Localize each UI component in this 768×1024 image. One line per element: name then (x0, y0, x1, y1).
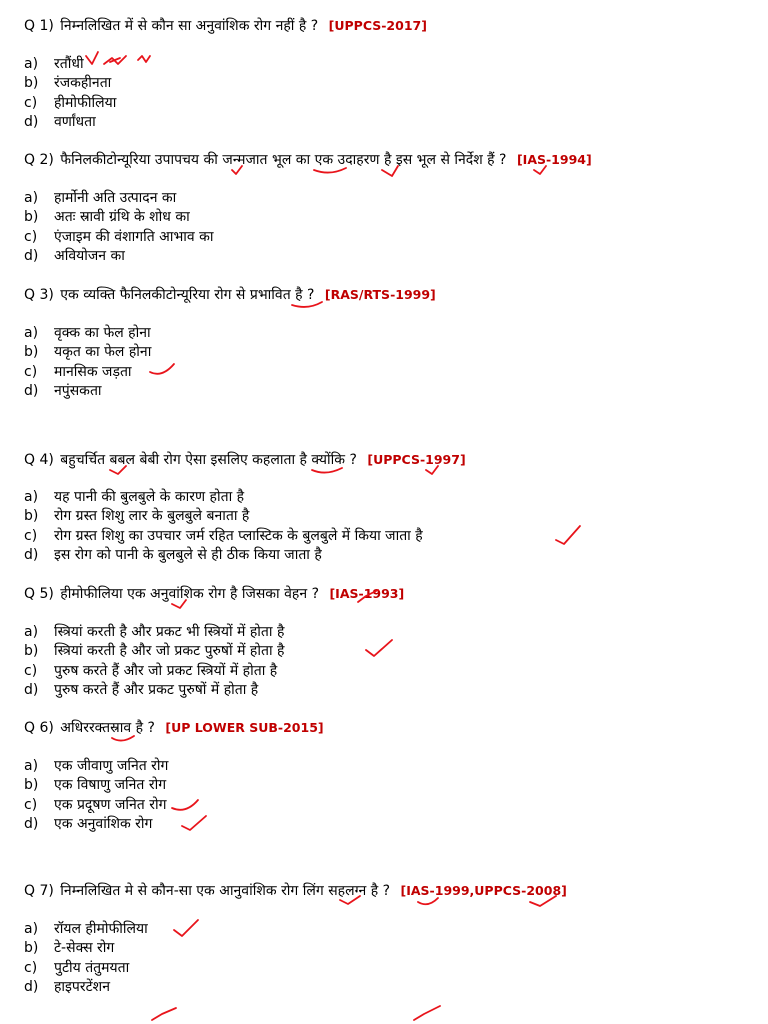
question-number: Q 5) (24, 586, 54, 602)
option-d: d) इस रोग को पानी के बुलबुले से ही ठीक किया जाता है (24, 546, 322, 563)
question-7 (24, 881, 567, 901)
option-c: c) एक प्रदूषण जनित रोग (24, 796, 167, 813)
option-b: b) स्त्रियां करती है और जो प्रकट पुरुषों में होता है (24, 643, 285, 660)
question-2 (24, 150, 592, 170)
option-d: d) पुरुष करते हैं और प्रकट पुरुषों में होता है (24, 681, 259, 698)
exam-source-tag: [RAS/RTS-1999] (324, 287, 436, 302)
question-text: निम्नलिखित मे से कौन-सा एक आनुवांशिक रोग लिंग सहलग्न है ? (60, 883, 391, 899)
option-c: c) पुरुष करते हैं और जो प्रकट स्त्रियों में होता है (24, 662, 278, 679)
checkmark-q5b (366, 640, 392, 656)
options-list (24, 757, 168, 834)
question-text: बहुचर्चित बबल बेबी रोग ऐसा इसलिए कहलाता है क्योंकि ? (60, 452, 357, 468)
question-number: Q 4) (24, 452, 54, 468)
option-d: d) वर्णांधता (24, 113, 96, 130)
option-a: a) रॉयल हीमोफीलिया (24, 921, 148, 937)
option-d: d) एक अनुवांशिक रोग (24, 815, 153, 832)
option-b: b) अतः स्रावी ग्रंथि के शोध का (24, 209, 190, 226)
question-1 (24, 16, 427, 36)
question-text: अधिररक्तस्राव है ? (60, 720, 155, 736)
checkmark-q4c (556, 526, 580, 544)
checkmark-bottom-right (414, 1006, 440, 1020)
options-list (24, 623, 284, 700)
option-b: b) रोग ग्रस्त शिशु लार के बुलबुले बनाता है (24, 508, 250, 525)
question-text: फैनिलकीटोन्यूरिया उपापचय की जन्मजात भूल का एक उदाहरण है इस भूल से निर्देश हैं ? (60, 152, 507, 168)
option-d: d) अवियोजन का (24, 247, 125, 264)
exam-source-tag: [IAS-1994] (516, 152, 592, 167)
question-number: Q 2) (24, 152, 54, 168)
option-a: a) एक जीवाणु जनित रोग (24, 758, 169, 774)
question-text: एक व्यक्ति फैनिलकीटोन्यूरिया रोग से प्रभावित है ? (60, 287, 315, 303)
question-5 (24, 584, 404, 604)
option-b: b) रंजकहीनता (24, 75, 112, 92)
checkmark-q7a (174, 920, 198, 936)
question-number: Q 6) (24, 720, 54, 736)
question-4 (24, 450, 466, 470)
option-d: d) हाइपरटेंशन (24, 978, 110, 995)
exam-source-tag: [UPPCS-2017] (328, 18, 427, 33)
option-a: a) हार्मोनी अति उत्पादन का (24, 190, 177, 206)
option-a: a) स्त्रियां करती है और प्रकट भी स्त्रियों में होता है (24, 624, 285, 640)
question-number: Q 7) (24, 883, 54, 899)
option-c: c) रोग ग्रस्त शिशु का उपचार जर्म रहित प्लास्टिक के बुलबुले में किया जाता है (24, 527, 423, 544)
exam-source-tag: [UPPCS-1997] (367, 452, 466, 467)
question-3 (24, 285, 436, 305)
option-b: b) यकृत का फेल होना (24, 344, 152, 361)
option-d: d) नपुंसकता (24, 382, 102, 399)
option-a: a) यह पानी की बुलबुले के कारण होता है (24, 489, 245, 505)
exam-source-tag: [IAS-1999,UPPCS-2008] (400, 883, 567, 898)
option-b: b) टे-सेक्स रोग (24, 940, 115, 957)
question-text: हीमोफीलिया एक अनुवांशिक रोग है जिसका वेहन ? (60, 586, 320, 602)
question-text: निम्नलिखित में से कौन सा अनुवांशिक रोग नहीं है ? (60, 18, 319, 34)
options-list (24, 488, 423, 565)
options-list (24, 324, 151, 401)
option-c: c) एंजाइम की वंशागति आभाव का (24, 228, 214, 245)
scribble-q1b (138, 56, 150, 62)
option-c: c) मानसिक जड़ता (24, 363, 132, 380)
option-a: a) वृक्क का फेल होना (24, 325, 151, 341)
exam-source-tag: [IAS-1993] (329, 586, 405, 601)
question-number: Q 3) (24, 287, 54, 303)
options-list (24, 189, 214, 266)
checkmark-bottom-left (152, 1008, 176, 1020)
exam-source-tag: [UP LOWER SUB-2015] (165, 720, 324, 735)
checkmark-q6c (172, 800, 198, 810)
checkmark-q6d (182, 816, 206, 830)
options-list (24, 55, 116, 132)
question-6 (24, 718, 324, 738)
question-number: Q 1) (24, 18, 54, 34)
option-a: a) रतौंधी (24, 56, 84, 72)
options-list (24, 920, 148, 997)
option-c: c) हीमोफीलिया (24, 94, 117, 111)
option-b: b) एक विषाणु जनित रोग (24, 777, 167, 794)
option-c: c) पुटीय तंतुमयता (24, 959, 130, 976)
checkmark-q3c (150, 364, 174, 374)
